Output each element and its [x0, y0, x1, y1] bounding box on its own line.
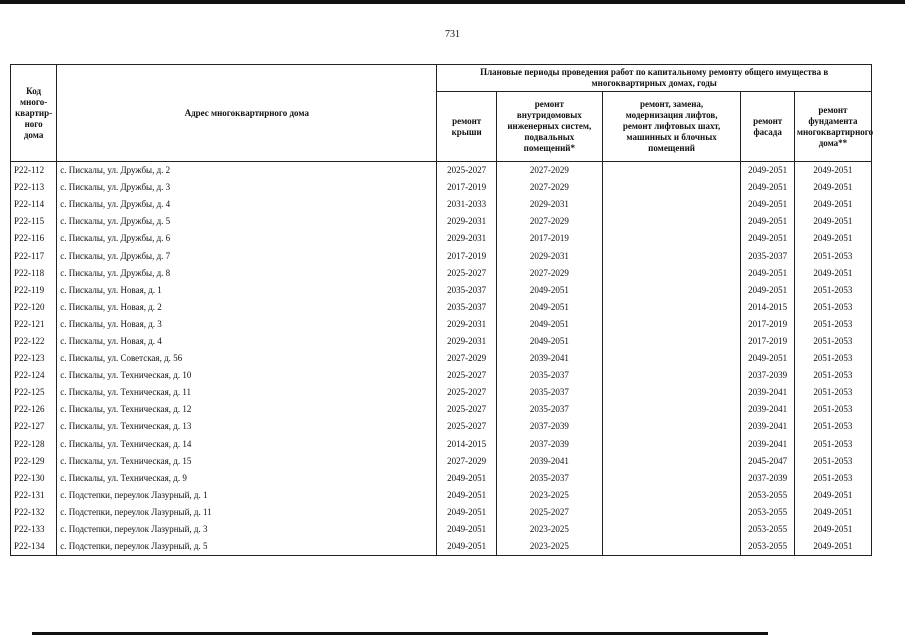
- cell-address: с. Подстепки, переулок Лазурный, д. 3: [57, 521, 437, 538]
- cell-elevators: [602, 470, 741, 487]
- cell-elevators: [602, 265, 741, 282]
- table-row: [11, 470, 872, 487]
- cell-foundation: 2051-2053: [794, 282, 871, 299]
- cell-systems: 2039-2041: [496, 453, 602, 470]
- cell-elevators: [602, 538, 741, 556]
- cell-address: с. Пискалы, ул. Дружбы, д. 6: [57, 230, 437, 247]
- cell-code: Р22-114: [11, 196, 57, 213]
- cell-roof: 2029-2031: [437, 333, 497, 350]
- cell-roof: 2049-2051: [437, 538, 497, 556]
- table-row: [11, 521, 872, 538]
- cell-foundation: 2051-2053: [794, 333, 871, 350]
- cell-address: с. Пискалы, ул. Дружбы, д. 3: [57, 179, 437, 196]
- cell-elevators: [602, 401, 741, 418]
- cell-address: с. Пискалы, ул. Техническая, д. 14: [57, 436, 437, 453]
- cell-systems: 2027-2029: [496, 213, 602, 230]
- cell-foundation: 2051-2053: [794, 401, 871, 418]
- cell-facade: 2037-2039: [741, 470, 794, 487]
- cell-elevators: [602, 384, 741, 401]
- cell-address: с. Пискалы, ул. Новая, д. 4: [57, 333, 437, 350]
- cell-systems: 2039-2041: [496, 350, 602, 367]
- cell-address: с. Подстепки, переулок Лазурный, д. 1: [57, 487, 437, 504]
- cell-address: с. Пискалы, ул. Дружбы, д. 7: [57, 247, 437, 264]
- cell-foundation: 2049-2051: [794, 521, 871, 538]
- cell-foundation: 2051-2053: [794, 316, 871, 333]
- cell-address: с. Пискалы, ул. Техническая, д. 10: [57, 367, 437, 384]
- cell-systems: 2023-2025: [496, 538, 602, 556]
- table-row: [11, 333, 872, 350]
- cell-facade: 2014-2015: [741, 299, 794, 316]
- cell-address: с. Пискалы, ул. Новая, д. 3: [57, 316, 437, 333]
- table-row: [11, 213, 872, 230]
- cell-elevators: [602, 436, 741, 453]
- cell-facade: 2045-2047: [741, 453, 794, 470]
- cell-systems: 2023-2025: [496, 521, 602, 538]
- cell-address: с. Подстепки, переулок Лазурный, д. 11: [57, 504, 437, 521]
- cell-roof: 2035-2037: [437, 299, 497, 316]
- cell-code: Р22-124: [11, 367, 57, 384]
- cell-code: Р22-128: [11, 436, 57, 453]
- cell-systems: 2049-2051: [496, 333, 602, 350]
- cell-code: Р22-127: [11, 418, 57, 435]
- table-row: [11, 350, 872, 367]
- cell-elevators: [602, 333, 741, 350]
- cell-address: с. Пискалы, ул. Техническая, д. 12: [57, 401, 437, 418]
- table-row: [11, 316, 872, 333]
- cell-foundation: 2051-2053: [794, 299, 871, 316]
- table-row: [11, 418, 872, 435]
- cell-roof: 2029-2031: [437, 230, 497, 247]
- cell-facade: 2053-2055: [741, 487, 794, 504]
- cell-foundation: 2049-2051: [794, 265, 871, 282]
- table-row: [11, 196, 872, 213]
- cell-systems: 2035-2037: [496, 470, 602, 487]
- table-row: [11, 401, 872, 418]
- cell-code: Р22-132: [11, 504, 57, 521]
- cell-roof: 2049-2051: [437, 487, 497, 504]
- cell-facade: 2039-2041: [741, 401, 794, 418]
- cell-systems: 2023-2025: [496, 487, 602, 504]
- cell-systems: 2035-2037: [496, 367, 602, 384]
- header-address: Адрес многоквартирного дома: [57, 65, 437, 162]
- header-foundation: ремонт фундамента многоквартирного дома**: [794, 92, 871, 162]
- cell-foundation: 2049-2051: [794, 213, 871, 230]
- cell-address: с. Пискалы, ул. Дружбы, д. 4: [57, 196, 437, 213]
- table-row: [11, 299, 872, 316]
- cell-facade: 2049-2051: [741, 282, 794, 299]
- cell-address: с. Пискалы, ул. Дружбы, д. 5: [57, 213, 437, 230]
- cell-foundation: 2051-2053: [794, 350, 871, 367]
- cell-roof: 2025-2027: [437, 418, 497, 435]
- cell-foundation: 2051-2053: [794, 453, 871, 470]
- cell-address: с. Пискалы, ул. Новая, д. 1: [57, 282, 437, 299]
- cell-roof: 2025-2027: [437, 401, 497, 418]
- cell-facade: 2017-2019: [741, 316, 794, 333]
- table-row: [11, 436, 872, 453]
- cell-elevators: [602, 418, 741, 435]
- header-systems: ремонт внутридомовых инженерных систем, подвальных помещений*: [496, 92, 602, 162]
- cell-systems: 2027-2029: [496, 265, 602, 282]
- cell-systems: 2037-2039: [496, 418, 602, 435]
- cell-foundation: 2051-2053: [794, 418, 871, 435]
- cell-code: Р22-126: [11, 401, 57, 418]
- cell-elevators: [602, 487, 741, 504]
- cell-roof: 2029-2031: [437, 316, 497, 333]
- cell-address: с. Пискалы, ул. Дружбы, д. 8: [57, 265, 437, 282]
- cell-roof: 2017-2019: [437, 179, 497, 196]
- cell-elevators: [602, 367, 741, 384]
- cell-foundation: 2049-2051: [794, 487, 871, 504]
- cell-systems: 2027-2029: [496, 162, 602, 180]
- cell-code: Р22-120: [11, 299, 57, 316]
- table-row: [11, 162, 872, 180]
- table-body: [11, 162, 872, 556]
- cell-systems: 2029-2031: [496, 196, 602, 213]
- cell-facade: 2049-2051: [741, 230, 794, 247]
- table-row: [11, 367, 872, 384]
- table-row: [11, 282, 872, 299]
- cell-systems: 2037-2039: [496, 436, 602, 453]
- cell-facade: 2017-2019: [741, 333, 794, 350]
- cell-code: Р22-130: [11, 470, 57, 487]
- bottom-rule: [32, 632, 768, 635]
- cell-facade: 2053-2055: [741, 538, 794, 556]
- cell-roof: 2029-2031: [437, 213, 497, 230]
- cell-address: с. Пискалы, ул. Дружбы, д. 2: [57, 162, 437, 180]
- table-row: [11, 384, 872, 401]
- cell-code: Р22-129: [11, 453, 57, 470]
- cell-code: Р22-113: [11, 179, 57, 196]
- cell-systems: 2029-2031: [496, 247, 602, 264]
- table-row: [11, 265, 872, 282]
- cell-elevators: [602, 282, 741, 299]
- cell-roof: 2049-2051: [437, 470, 497, 487]
- cell-roof: 2027-2029: [437, 453, 497, 470]
- header-code: Код много- квартир- ного дома: [11, 65, 57, 162]
- cell-roof: 2014-2015: [437, 436, 497, 453]
- cell-address: с. Пискалы, ул. Техническая, д. 13: [57, 418, 437, 435]
- cell-facade: 2053-2055: [741, 504, 794, 521]
- cell-foundation: 2051-2053: [794, 384, 871, 401]
- top-rule: [0, 0, 905, 4]
- cell-facade: 2039-2041: [741, 436, 794, 453]
- cell-facade: 2049-2051: [741, 162, 794, 180]
- cell-roof: 2049-2051: [437, 504, 497, 521]
- cell-elevators: [602, 453, 741, 470]
- table-row: [11, 487, 872, 504]
- cell-facade: 2053-2055: [741, 521, 794, 538]
- cell-roof: 2025-2027: [437, 265, 497, 282]
- cell-systems: 2027-2029: [496, 179, 602, 196]
- cell-code: Р22-133: [11, 521, 57, 538]
- cell-elevators: [602, 196, 741, 213]
- table-row: [11, 230, 872, 247]
- cell-address: с. Пискалы, ул. Новая, д. 2: [57, 299, 437, 316]
- cell-code: Р22-116: [11, 230, 57, 247]
- cell-roof: 2049-2051: [437, 521, 497, 538]
- cell-foundation: 2051-2053: [794, 470, 871, 487]
- cell-foundation: 2049-2051: [794, 179, 871, 196]
- cell-foundation: 2049-2051: [794, 162, 871, 180]
- cell-elevators: [602, 213, 741, 230]
- cell-code: Р22-123: [11, 350, 57, 367]
- cell-elevators: [602, 316, 741, 333]
- cell-roof: 2031-2033: [437, 196, 497, 213]
- cell-foundation: 2049-2051: [794, 504, 871, 521]
- cell-systems: 2025-2027: [496, 504, 602, 521]
- cell-elevators: [602, 504, 741, 521]
- cell-foundation: 2051-2053: [794, 247, 871, 264]
- cell-roof: 2025-2027: [437, 367, 497, 384]
- header-roof: ремонт крыши: [437, 92, 497, 162]
- cell-address: с. Пискалы, ул. Техническая, д. 9: [57, 470, 437, 487]
- cell-code: Р22-125: [11, 384, 57, 401]
- cell-roof: 2027-2029: [437, 350, 497, 367]
- table-row: [11, 247, 872, 264]
- cell-foundation: 2051-2053: [794, 367, 871, 384]
- cell-code: Р22-119: [11, 282, 57, 299]
- cell-elevators: [602, 230, 741, 247]
- cell-roof: 2017-2019: [437, 247, 497, 264]
- header-elevators: ремонт, замена, модернизация лифтов, ремонт лифтовых шахт, машинных и блочных помещений: [602, 92, 741, 162]
- cell-address: с. Пискалы, ул. Техническая, д. 11: [57, 384, 437, 401]
- cell-address: с. Пискалы, ул. Техническая, д. 15: [57, 453, 437, 470]
- table-row: [11, 179, 872, 196]
- cell-systems: 2049-2051: [496, 282, 602, 299]
- cell-code: Р22-134: [11, 538, 57, 556]
- cell-systems: 2035-2037: [496, 384, 602, 401]
- cell-roof: 2025-2027: [437, 384, 497, 401]
- cell-systems: 2049-2051: [496, 299, 602, 316]
- header-facade: ремонт фасада: [741, 92, 794, 162]
- cell-address: с. Подстепки, переулок Лазурный, д. 5: [57, 538, 437, 556]
- cell-facade: 2049-2051: [741, 179, 794, 196]
- table-row: [11, 538, 872, 556]
- cell-code: Р22-117: [11, 247, 57, 264]
- table-row: [11, 504, 872, 521]
- cell-code: Р22-115: [11, 213, 57, 230]
- repair-schedule-table: [10, 64, 872, 556]
- cell-elevators: [602, 299, 741, 316]
- cell-elevators: [602, 350, 741, 367]
- cell-elevators: [602, 521, 741, 538]
- cell-roof: 2035-2037: [437, 282, 497, 299]
- table-row: [11, 453, 872, 470]
- cell-elevators: [602, 247, 741, 264]
- cell-code: Р22-118: [11, 265, 57, 282]
- cell-systems: 2017-2019: [496, 230, 602, 247]
- cell-foundation: 2049-2051: [794, 196, 871, 213]
- cell-code: Р22-112: [11, 162, 57, 180]
- cell-systems: 2049-2051: [496, 316, 602, 333]
- cell-facade: 2049-2051: [741, 350, 794, 367]
- page-number: 731: [445, 29, 460, 40]
- header-group: Плановые периоды проведения работ по капитальному ремонту общего имущества в многоквартирных домах, годы: [437, 65, 872, 92]
- cell-foundation: 2051-2053: [794, 436, 871, 453]
- cell-facade: 2035-2037: [741, 247, 794, 264]
- cell-address: с. Пискалы, ул. Советская, д. 56: [57, 350, 437, 367]
- cell-foundation: 2049-2051: [794, 538, 871, 556]
- cell-facade: 2049-2051: [741, 213, 794, 230]
- cell-facade: 2039-2041: [741, 384, 794, 401]
- cell-code: Р22-121: [11, 316, 57, 333]
- cell-systems: 2035-2037: [496, 401, 602, 418]
- cell-elevators: [602, 179, 741, 196]
- cell-facade: 2039-2041: [741, 418, 794, 435]
- cell-facade: 2049-2051: [741, 196, 794, 213]
- cell-elevators: [602, 162, 741, 180]
- cell-roof: 2025-2027: [437, 162, 497, 180]
- cell-foundation: 2049-2051: [794, 230, 871, 247]
- cell-code: Р22-131: [11, 487, 57, 504]
- cell-code: Р22-122: [11, 333, 57, 350]
- cell-facade: 2037-2039: [741, 367, 794, 384]
- cell-facade: 2049-2051: [741, 265, 794, 282]
